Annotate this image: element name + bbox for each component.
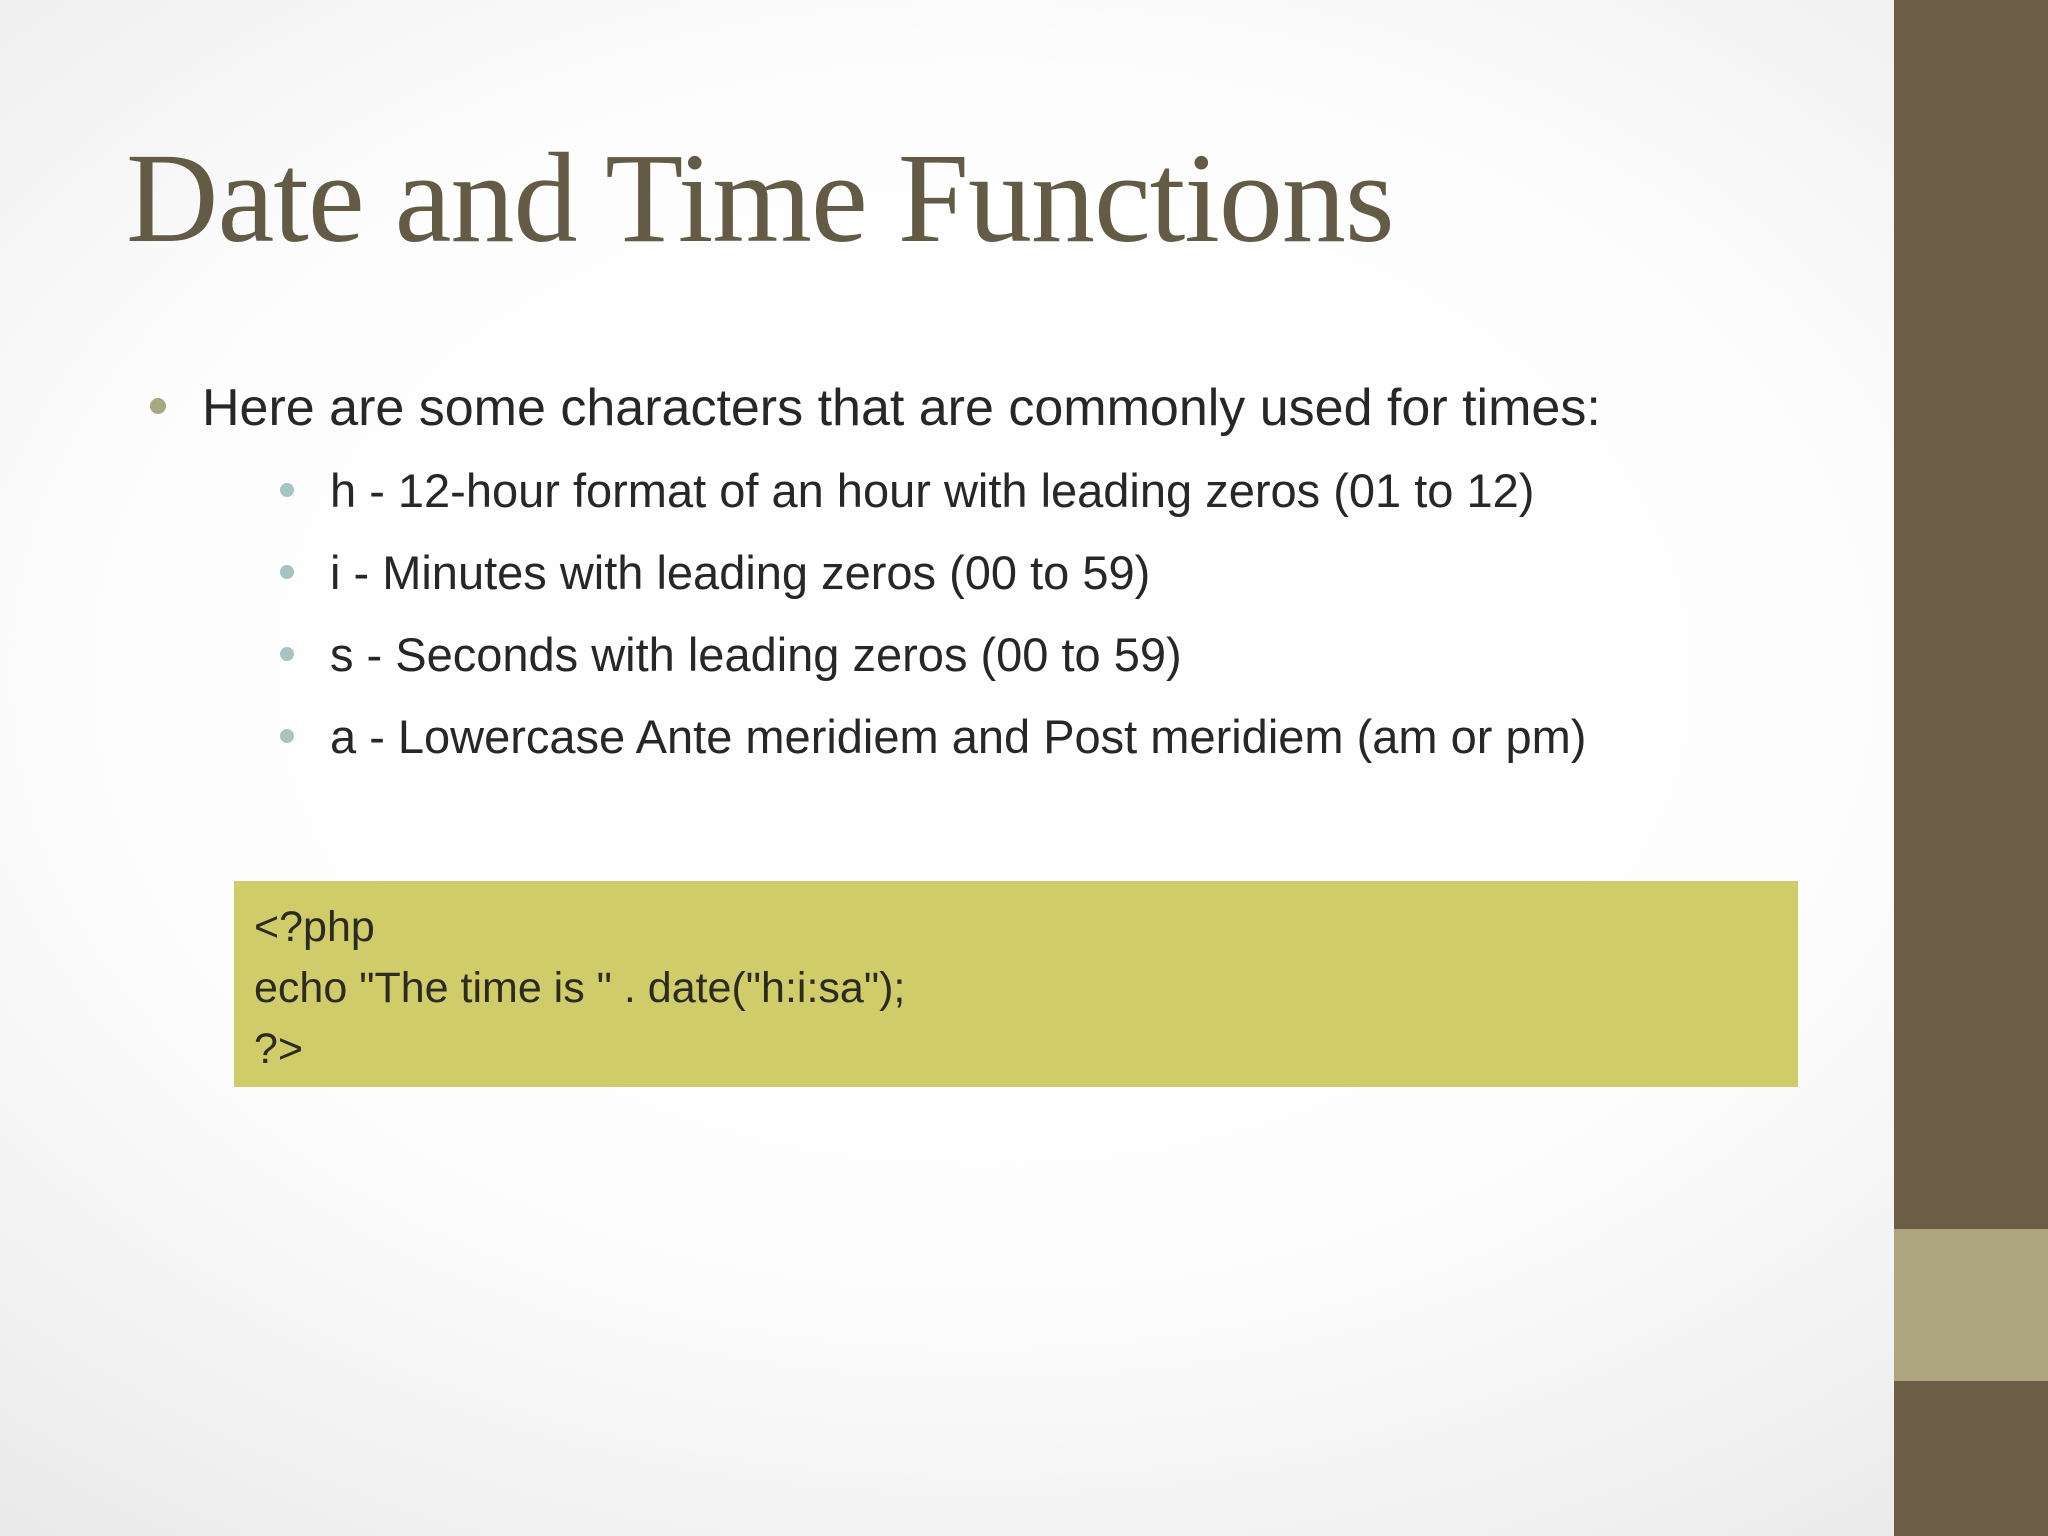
code-line-open-tag: <?php — [254, 903, 375, 951]
bullet-dot-icon — [150, 398, 166, 414]
sub-bullet-text-i: i - Minutes with leading zeros (00 to 59) — [330, 546, 1151, 599]
sub-bullet-dot-icon — [280, 729, 294, 743]
code-line-echo: echo "The time is " . date("h:i:sa"); — [254, 964, 906, 1012]
bullet-list — [140, 372, 1860, 778]
code-block — [234, 881, 1798, 1087]
sub-bullet-text-h: h - 12-hour format of an hour with leading zeros (01 to 12) — [330, 464, 1535, 517]
sub-bullet-item — [202, 450, 1860, 532]
bullet-item-main — [140, 372, 1860, 778]
code-line-close-tag: ?> — [254, 1025, 304, 1073]
sub-bullet-item — [202, 696, 1860, 778]
sub-bullet-item — [202, 532, 1860, 614]
sub-bullet-item — [202, 614, 1860, 696]
sub-bullet-dot-icon — [280, 565, 294, 579]
sub-bullet-text-a: a - Lowercase Ante meridiem and Post meridiem (am or pm) — [330, 710, 1587, 763]
sub-bullet-list — [202, 450, 1860, 778]
slide-title: Date and Time Functions — [126, 127, 1394, 269]
sub-bullet-dot-icon — [280, 483, 294, 497]
sub-bullet-text-s: s - Seconds with leading zeros (00 to 59) — [330, 628, 1182, 681]
side-accent-decoration — [1894, 1229, 2048, 1381]
bullet-text-main: Here are some characters that are commonly used for times: — [202, 379, 1601, 437]
sub-bullet-dot-icon — [280, 647, 294, 661]
